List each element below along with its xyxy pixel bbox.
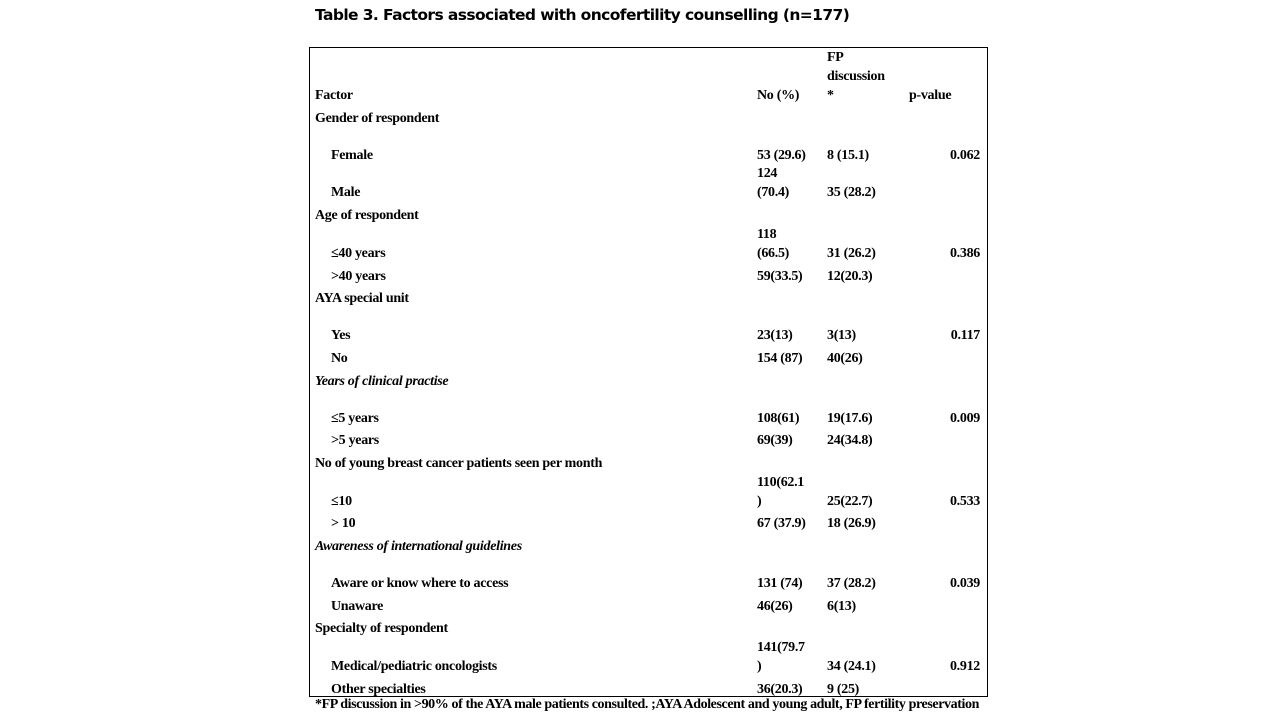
row-fp-discussion: 19(17.6) <box>827 411 873 426</box>
header-pvalue: p-value <box>909 88 952 103</box>
section-label: AYA special unit <box>315 291 409 306</box>
row-no-pct: 69(39) <box>757 433 793 448</box>
row-fp-discussion: 25(22.7) <box>827 494 873 509</box>
row-fp-discussion: 24(34.8) <box>827 433 873 448</box>
table-title: Table 3. Factors associated with oncofertility counselling (n=177) <box>315 6 850 24</box>
row-no-pct: 53 (29.6) <box>757 148 806 163</box>
row-factor: Unaware <box>331 599 384 614</box>
row-factor: ≤5 years <box>331 411 379 426</box>
row-fp-discussion: 12(20.3) <box>827 269 873 284</box>
row-factor: >40 years <box>331 269 386 284</box>
row-no-pct: 46(26) <box>757 599 793 614</box>
row-fp-discussion: 9 (25) <box>827 682 860 697</box>
row-factor: Female <box>331 148 373 163</box>
row-no-pct: 131 (74) <box>757 576 803 591</box>
row-no-pct: 23(13) <box>757 328 793 343</box>
row-factor: Male <box>331 185 361 200</box>
header-factor: Factor <box>315 88 353 103</box>
row-factor: Medical/pediatric oncologists <box>331 659 497 674</box>
row-no-pct: 141(79.7 <box>757 640 805 655</box>
row-fp-discussion: 3(13) <box>827 328 856 343</box>
row-fp-discussion: 18 (26.9) <box>827 516 876 531</box>
row-no-pct: 59(33.5) <box>757 269 803 284</box>
row-factor: > 10 <box>331 516 356 531</box>
row-fp-discussion: 34 (24.1) <box>827 659 876 674</box>
header-no-pct: No (%) <box>757 88 800 103</box>
row-factor: Yes <box>331 328 351 343</box>
row-factor: ≤40 years <box>331 246 386 261</box>
row-pvalue: 0.039 <box>949 576 980 591</box>
section-label: Age of respondent <box>315 208 419 223</box>
row-pvalue: 0.912 <box>949 659 980 674</box>
row-fp-discussion: 40(26) <box>827 351 863 366</box>
section-label: Specialty of respondent <box>315 621 448 636</box>
row-pvalue: 0.386 <box>949 246 980 261</box>
row-no-pct-cont: ) <box>757 494 762 509</box>
row-fp-discussion: 37 (28.2) <box>827 576 876 591</box>
row-fp-discussion: 31 (26.2) <box>827 246 876 261</box>
row-fp-discussion: 8 (15.1) <box>827 148 869 163</box>
row-factor: No <box>331 351 348 366</box>
row-no-pct: 36(20.3) <box>757 682 803 697</box>
section-label: Awareness of international guidelines <box>315 539 522 554</box>
row-pvalue: 0.117 <box>950 328 980 343</box>
row-factor: >5 years <box>331 433 379 448</box>
row-pvalue: 0.009 <box>949 411 980 426</box>
table-footnote: *FP discussion in >90% of the AYA male patients consulted. ;AYA Adolescent and young adult, FP fertility preservation <box>315 697 979 712</box>
row-pvalue: 0.062 <box>949 148 980 163</box>
section-label: Gender of respondent <box>315 111 440 126</box>
row-factor: Other specialties <box>331 682 426 697</box>
row-factor: Aware or know where to access <box>331 576 509 591</box>
header-fp-line3: * <box>827 88 834 103</box>
row-pvalue: 0.533 <box>949 494 980 509</box>
row-no-pct: 118 <box>757 227 777 242</box>
section-label: Years of clinical practise <box>315 374 449 389</box>
header-fp-line2: discussion <box>827 69 885 84</box>
row-fp-discussion: 6(13) <box>827 599 856 614</box>
row-fp-discussion: 35 (28.2) <box>827 185 876 200</box>
row-no-pct: 108(61) <box>757 411 800 426</box>
row-no-pct-cont: (66.5) <box>757 246 790 261</box>
row-no-pct-cont: (70.4) <box>757 185 790 200</box>
row-no-pct: 124 <box>757 166 778 181</box>
header-fp-line1: FP <box>827 50 844 65</box>
row-factor: ≤10 <box>331 494 352 509</box>
section-label: No of young breast cancer patients seen per month <box>315 456 603 471</box>
row-no-pct: 110(62.1 <box>757 475 804 490</box>
row-no-pct-cont: ) <box>757 659 762 674</box>
row-no-pct: 154 (87) <box>757 351 803 366</box>
row-no-pct: 67 (37.9) <box>757 516 806 531</box>
